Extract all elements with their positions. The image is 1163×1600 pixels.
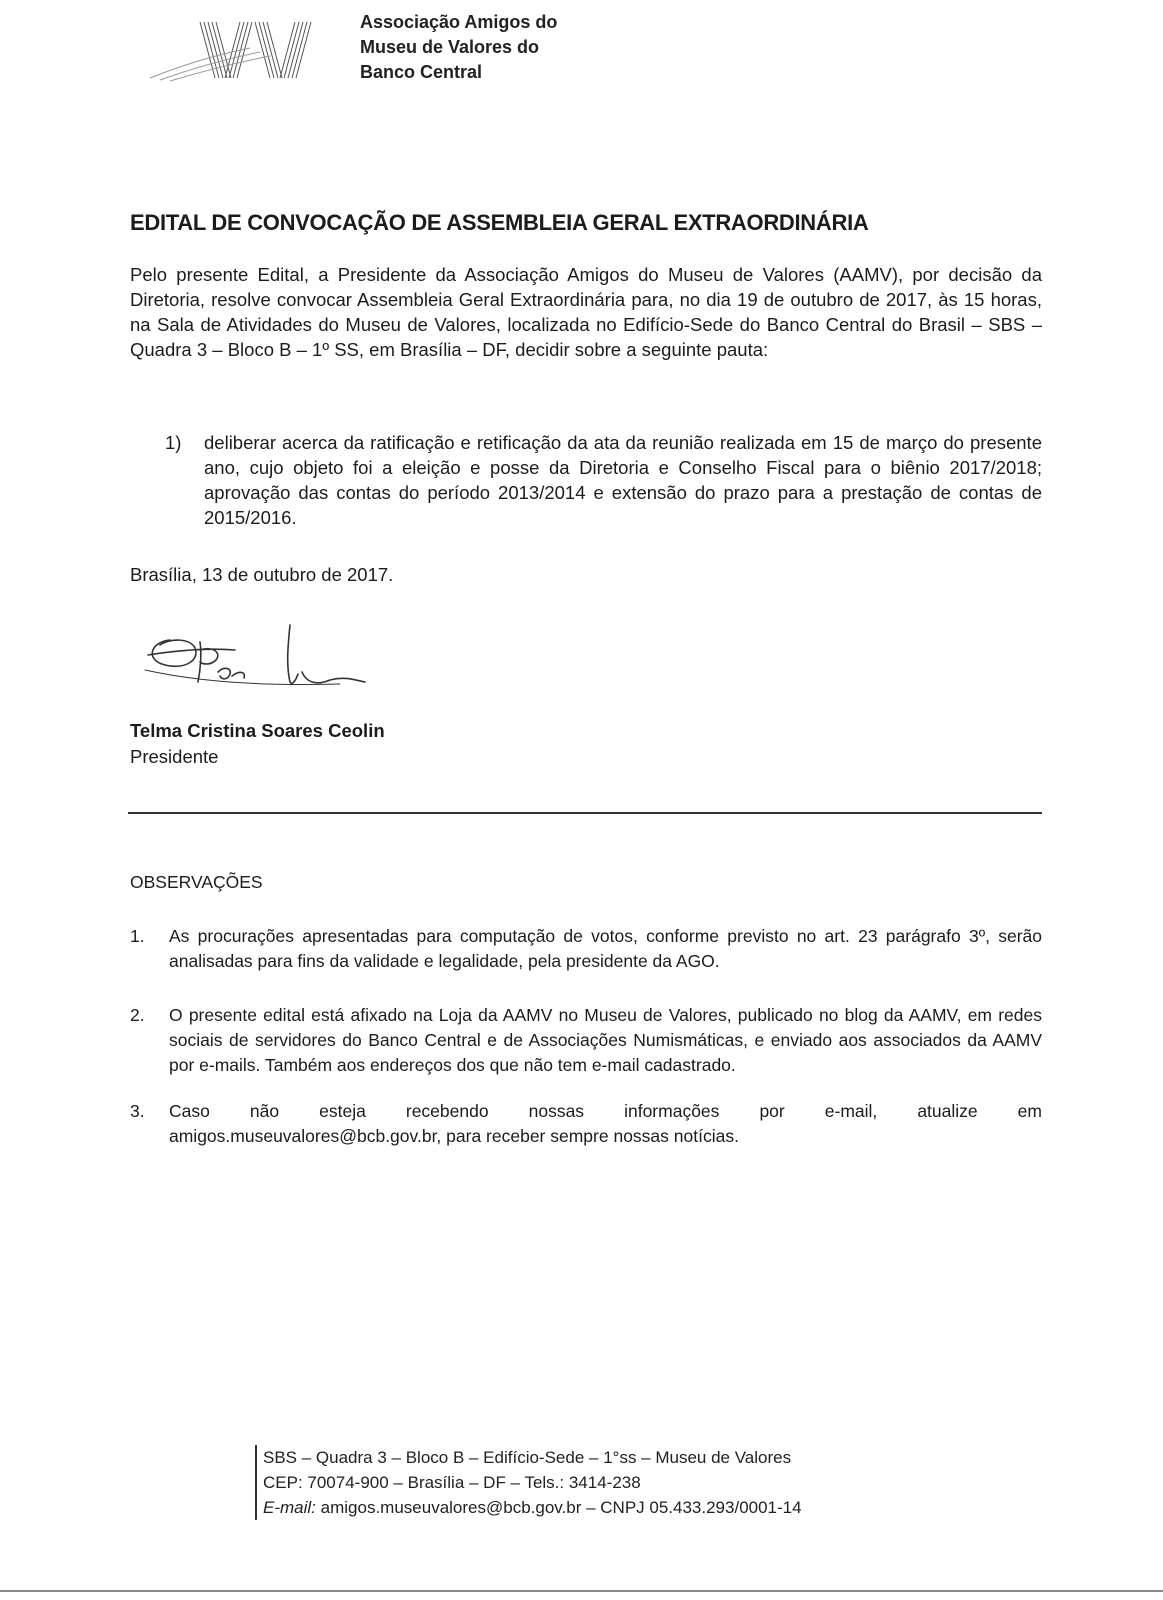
- footer-address: [255, 1445, 802, 1520]
- footer-line-1: SBS – Quadra 3 – Bloco B – Edifício-Sede – 1°ss – Museu de Valores: [263, 1448, 792, 1467]
- observation-item-2: [130, 1003, 1042, 1078]
- footer-line-3: [263, 1495, 802, 1520]
- org-line-1: Associação Amigos do: [360, 12, 558, 32]
- signer-role: Presidente: [130, 746, 219, 767]
- date-line: Brasília, 13 de outubro de 2017.: [130, 564, 394, 585]
- observation-number: 1.: [130, 926, 145, 946]
- org-line-2: Museu de Valores do: [360, 37, 540, 57]
- footer-email-value: amigos.museuvalores@bcb.gov.br – CNPJ 05.433.293/0001-14: [320, 1498, 802, 1517]
- intro-paragraph: Pelo presente Edital, a Presidente da Associação Amigos do Museu de Valores (AAMV), por decisão da Diretoria, resolve convocar Assembleia Geral Extraordinária para, no dia 19 de outubro de 2017, às 15 horas, na Sala de Atividades do Museu de Valores, localizada no Edifício-Sede do Banco Central do Brasil – SBS – Quadra 3 – Bloco B – 1º SS, em Brasília – DF, decidir sobre a seguinte pauta:: [130, 264, 1042, 360]
- agenda-item-number: 1): [165, 432, 182, 453]
- observation-text: O presente edital está afixado na Loja da AAMV no Museu de Valores, publicado no blog da AAMV, em redes sociais de servidores do Banco Central e de Associações Numismáticas, e enviado aos associados da AAMV por e-mails. Também aos endereços dos que não tem e-mail cadastrado.: [169, 1005, 1042, 1075]
- signature-icon: [140, 620, 380, 705]
- observation-text: As procurações apresentadas para computação de votos, conforme previsto no art. 23 parágrafo 3º, serão analisadas para fins da validade e legalidade, pela presidente da AGO.: [169, 926, 1042, 971]
- observation-item-3: [130, 1099, 1042, 1149]
- observation-text-line-2: amigos.museuvalores@bcb.gov.br, para receber sempre nossas notícias.: [169, 1126, 739, 1146]
- agenda-item: [165, 430, 1042, 530]
- footer-email-label: E-mail:: [263, 1498, 316, 1517]
- aamv-logo-icon: [140, 18, 340, 82]
- observation-number: 3.: [130, 1101, 145, 1121]
- observation-text-line-1: Caso não esteja recebendo nossas informações por e-mail, atualize em: [169, 1101, 1042, 1121]
- observations-title: OBSERVAÇÕES: [130, 872, 263, 892]
- divider-line: [128, 812, 1042, 814]
- document-title: EDITAL DE CONVOCAÇÃO DE ASSEMBLEIA GERAL EXTRAORDINÁRIA: [130, 210, 869, 235]
- observation-item-1: [130, 924, 1042, 974]
- scan-edge-line: [0, 1590, 1163, 1592]
- org-line-3: Banco Central: [360, 62, 483, 82]
- footer-line-2: CEP: 70074-900 – Brasília – DF – Tels.: 3414-238: [263, 1473, 641, 1492]
- signer-name: Telma Cristina Soares Ceolin: [130, 720, 385, 741]
- observation-number: 2.: [130, 1005, 145, 1025]
- agenda-item-text: deliberar acerca da ratificação e retificação da ata da reunião realizada em 15 de março do presente ano, cujo objeto foi a eleição e posse da Diretoria e Conselho Fiscal para o biênio 2017/2018; aprovação das contas do período 2013/2014 e extensão do prazo para a prestação de contas de 2015/2016.: [204, 432, 1042, 528]
- observation-text: [169, 1099, 1042, 1149]
- organization-name: [360, 10, 557, 85]
